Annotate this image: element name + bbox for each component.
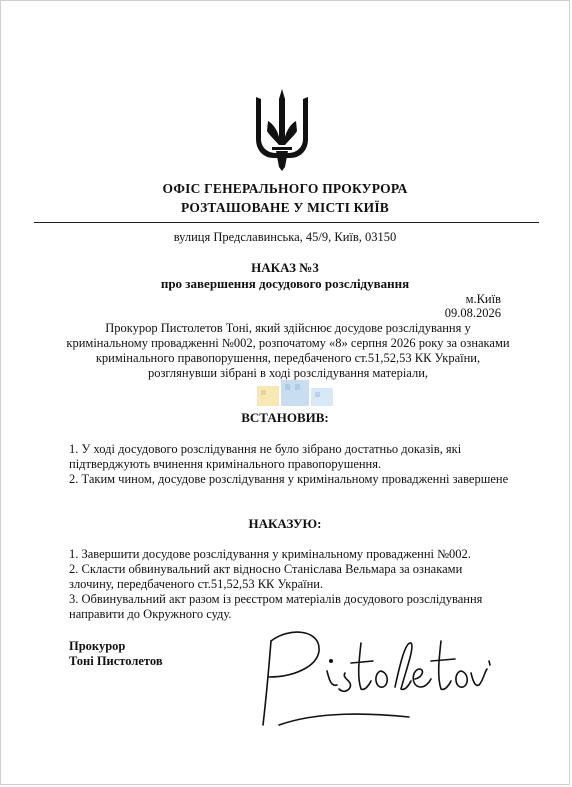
office-title-line2: РОЗТАШОВАНЕ У МІСТІ КИЇВ <box>181 200 389 215</box>
ordered-list <box>69 547 509 622</box>
header-divider <box>34 222 539 223</box>
order-subject: про завершення досудового розслідування <box>160 276 410 291</box>
ordered-item-3: 3. Обвинувальний акт разом із реєстром матеріалів досудового розслідування направити до Окружного суду. <box>69 592 483 621</box>
order-date: 09.08.2026 <box>444 306 501 320</box>
signer-name: Тоні Пистолетов <box>69 654 163 668</box>
ordered-heading: НАКАЗУЮ: <box>248 516 322 531</box>
ordered-item-2: 2. Скласти обвинувальний акт відносно Станіслава Вельмара за ознаками злочину, передбаченого ст.51,52,53 КК України. <box>69 562 463 591</box>
order-city: м.Київ <box>465 292 501 306</box>
established-item-2: 2. Таким чином, досудове розслідування у кримінальному провадженні завершене <box>69 472 509 486</box>
handwritten-signature <box>249 621 494 731</box>
established-heading: ВСТАНОВИВ: <box>241 410 329 425</box>
office-title-line1: ОФІС ГЕНЕРАЛЬНОГО ПРОКУРОРА <box>162 181 408 196</box>
established-list <box>69 442 509 487</box>
established-item-1: 1. У ході досудового розслідування не було зібрано достатньо доказів, які підтверджують вчинення кримінального правопорушення. <box>69 442 462 471</box>
office-address: вулиця Предславинська, 45/9, Київ, 03150 <box>173 230 397 244</box>
order-number: НАКАЗ №3 <box>251 260 319 275</box>
building-watermark-icon <box>251 376 339 410</box>
order-intro: Прокурор Пистолетов Тоні, який здійснює досудове розслідування у кримінальному провадженні №002, розпочатому «8» серпня 2026 року за ознаками кримінального правопорушення, передбаченого ст.51,52,53 КК України, розглянувши зібрані в ході розслідування матеріали, <box>66 321 510 380</box>
signature-text: Pistoletov <box>249 621 254 622</box>
office-title <box>1 179 569 217</box>
ordered-item-1: 1. Завершити досудове розслідування у кримінальному провадженні №002. <box>69 547 471 561</box>
trident-emblem-icon <box>254 87 310 171</box>
signer-block <box>69 639 163 669</box>
signer-title: Прокурор <box>69 639 126 653</box>
